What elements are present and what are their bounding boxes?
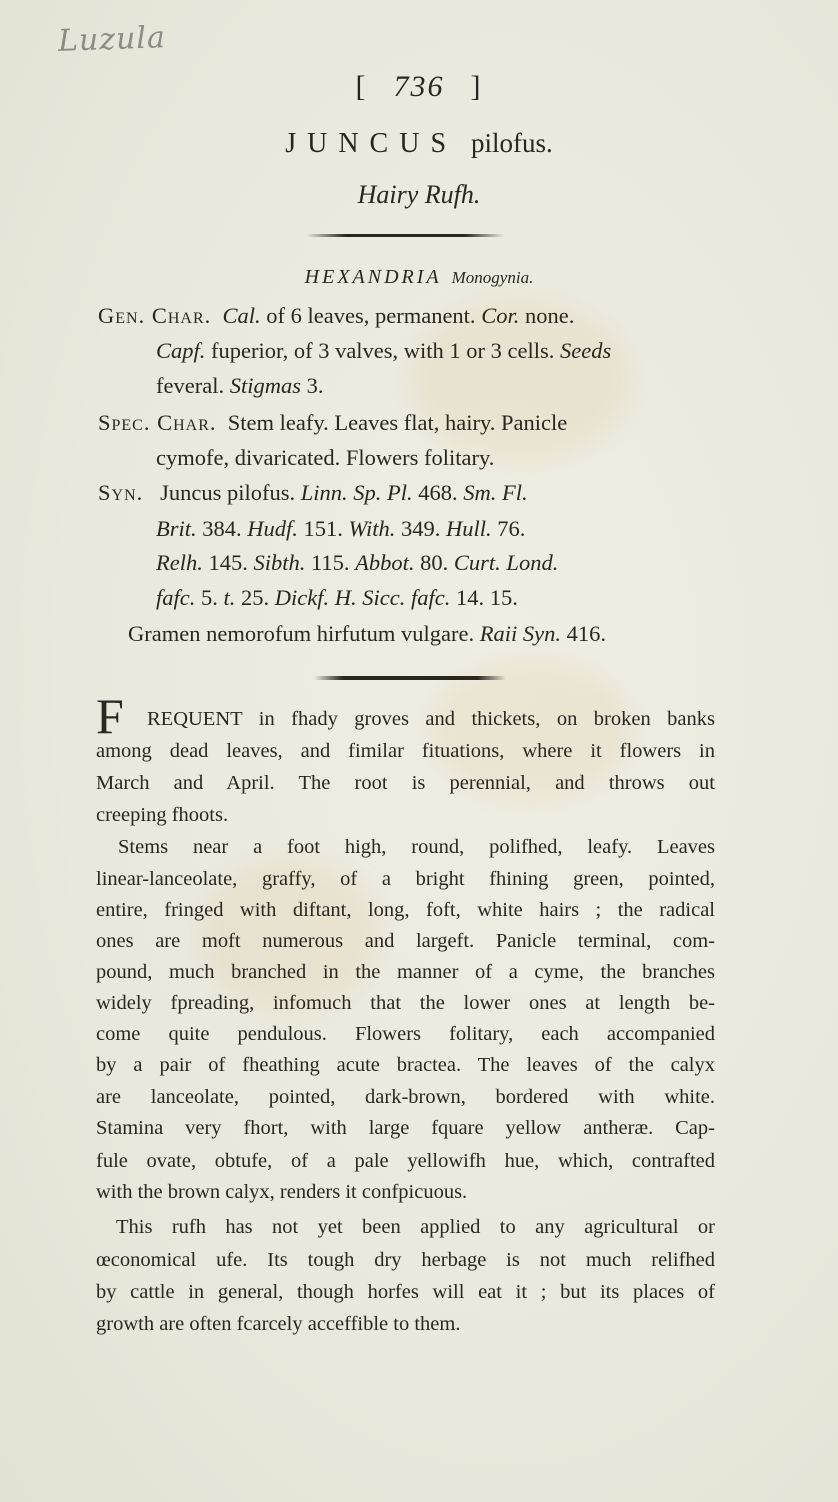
page-number-open-bracket: [ bbox=[355, 70, 368, 103]
syn-line-5 bbox=[128, 621, 606, 647]
text-run: 5. bbox=[195, 585, 224, 610]
page-number bbox=[0, 70, 838, 104]
description-line: linear-lanceolate, graffy, of a bright fhining green, pointed, bbox=[96, 868, 715, 890]
species-title bbox=[0, 128, 838, 160]
common-name: Hairy Rufh. bbox=[357, 180, 481, 209]
text-run: 416. bbox=[561, 621, 607, 646]
text-run: Sibth. bbox=[253, 550, 306, 575]
description-line: pound, much branched in the manner of a cyme, the branches bbox=[96, 961, 715, 983]
spec-char-label: Spec. Char. bbox=[98, 410, 217, 435]
text-run: Dickf. H. Sicc. fafc. bbox=[274, 585, 451, 610]
text-run: Cor. bbox=[481, 303, 520, 328]
description-line: entire, fringed with diftant, long, foft, white hairs ; the radical bbox=[96, 899, 715, 921]
text-run: Capf. bbox=[156, 338, 206, 363]
text-run: 3. bbox=[300, 373, 324, 398]
description-line: are lanceolate, pointed, dark-brown, bordered with white. bbox=[96, 1086, 715, 1108]
drop-cap: F bbox=[96, 688, 124, 744]
text-run: 76. bbox=[491, 516, 526, 541]
description-line: March and April. The root is perennial, and throws out bbox=[96, 772, 715, 794]
text-run: fafc. bbox=[156, 585, 196, 610]
text-run: 115. bbox=[305, 550, 356, 575]
text-run: Abbot. bbox=[355, 550, 415, 575]
description-line: ones are moft numerous and largeft. Panicle terminal, com- bbox=[96, 930, 715, 952]
text-run: of 6 leaves, permanent. bbox=[260, 303, 482, 328]
description-line: creeping fhoots. bbox=[96, 804, 229, 826]
description-line: Stems near a foot high, round, polifhed, leafy. Leaves bbox=[118, 836, 715, 858]
text-run: With. bbox=[348, 516, 396, 541]
description-line: REQUENT in fhady groves and thickets, on broken banks bbox=[147, 708, 715, 730]
text-run: Seeds bbox=[560, 338, 612, 363]
syn-line-3 bbox=[156, 550, 558, 576]
description-line: by cattle in general, though horfes will eat it ; but its places of bbox=[96, 1281, 715, 1303]
text-run: 384. bbox=[196, 516, 248, 541]
description-line: œconomical ufe. Its tough dry herbage is not much relifhed bbox=[96, 1249, 715, 1271]
spec-char-line-2: cymofe, divaricated. Flowers folitary. bbox=[156, 445, 495, 470]
classification-heading bbox=[0, 266, 838, 289]
text-run: Stigmas bbox=[229, 373, 301, 398]
syn-line-1 bbox=[98, 480, 528, 506]
text-run: 468. bbox=[412, 480, 464, 505]
description-line: with the brown calyx, renders it confpicuous. bbox=[96, 1181, 468, 1203]
text-run: 349. bbox=[395, 516, 447, 541]
species-name: pilofus. bbox=[471, 128, 553, 158]
spec-char-line-1 bbox=[98, 410, 567, 436]
description-line: Stamina very fhort, with large fquare yellow antheræ. Cap- bbox=[96, 1117, 715, 1139]
text-run: Juncus pilofus. bbox=[160, 480, 301, 505]
description-line: by a pair of fheathing acute bractea. The leaves of the calyx bbox=[96, 1054, 715, 1076]
syn-line-4 bbox=[156, 585, 518, 611]
spec-char-text-1: Stem leafy. Leaves flat, hairy. Panicle bbox=[227, 410, 568, 435]
syn-label: Syn. bbox=[98, 480, 144, 505]
description-line: fule ovate, obtufe, of a pale yellowifh hue, which, contrafted bbox=[96, 1150, 715, 1172]
text-run: 14. 15. bbox=[450, 585, 518, 610]
gen-char-line-2 bbox=[156, 338, 611, 364]
order-name: Monogynia. bbox=[451, 268, 534, 287]
handwritten-annotation: Luzula bbox=[57, 20, 167, 59]
syn-text-1 bbox=[160, 480, 528, 505]
description-line: This rufh has not yet been applied to any agricultural or bbox=[116, 1216, 715, 1238]
gen-char-line-1 bbox=[98, 303, 574, 329]
text-run: Hull. bbox=[446, 516, 492, 541]
description-line: among dead leaves, and fimilar fituations, where it flowers in bbox=[96, 740, 715, 762]
text-run: Sm. Fl. bbox=[463, 480, 528, 505]
description-line: growth are often fcarcely acceffible to them. bbox=[96, 1313, 461, 1335]
text-run: Linn. Sp. Pl. bbox=[300, 480, 413, 505]
text-run: Cal. bbox=[222, 303, 261, 328]
text-run: Relh. bbox=[156, 550, 203, 575]
syn-line-2 bbox=[156, 516, 525, 542]
genus-name: JUNCUS bbox=[285, 128, 458, 159]
description-line: widely fpreading, infomuch that the lower ones at length be- bbox=[96, 992, 715, 1014]
page-number-value: 736 bbox=[393, 70, 445, 103]
gen-char-label: Gen. Char. bbox=[98, 303, 212, 328]
text-run: 151. bbox=[297, 516, 349, 541]
ornamental-rule bbox=[314, 676, 506, 680]
page-number-close-bracket: ] bbox=[470, 70, 483, 103]
class-name: HEXANDRIA bbox=[304, 266, 442, 288]
text-run: Gramen nemorofum hirfutum vulgare. bbox=[128, 621, 480, 646]
text-run: none. bbox=[519, 303, 575, 328]
text-run: Curt. Lond. bbox=[453, 550, 559, 575]
text-run: 80. bbox=[414, 550, 454, 575]
text-run: t. bbox=[223, 585, 236, 610]
text-run: 145. bbox=[202, 550, 254, 575]
ornamental-rule bbox=[306, 234, 504, 237]
text-run: fuperior, of 3 valves, with 1 or 3 cells. bbox=[205, 338, 561, 363]
text-run: Brit. bbox=[156, 516, 197, 541]
text-run: 25. bbox=[235, 585, 275, 610]
text-run: feveral. bbox=[156, 373, 230, 398]
gen-char-text bbox=[223, 303, 575, 328]
text-run: Hudf. bbox=[247, 516, 298, 541]
gen-char-line-3 bbox=[156, 373, 323, 399]
text-run: Raii Syn. bbox=[479, 621, 562, 646]
description-line: come quite pendulous. Flowers folitary, each accompanied bbox=[96, 1023, 715, 1045]
